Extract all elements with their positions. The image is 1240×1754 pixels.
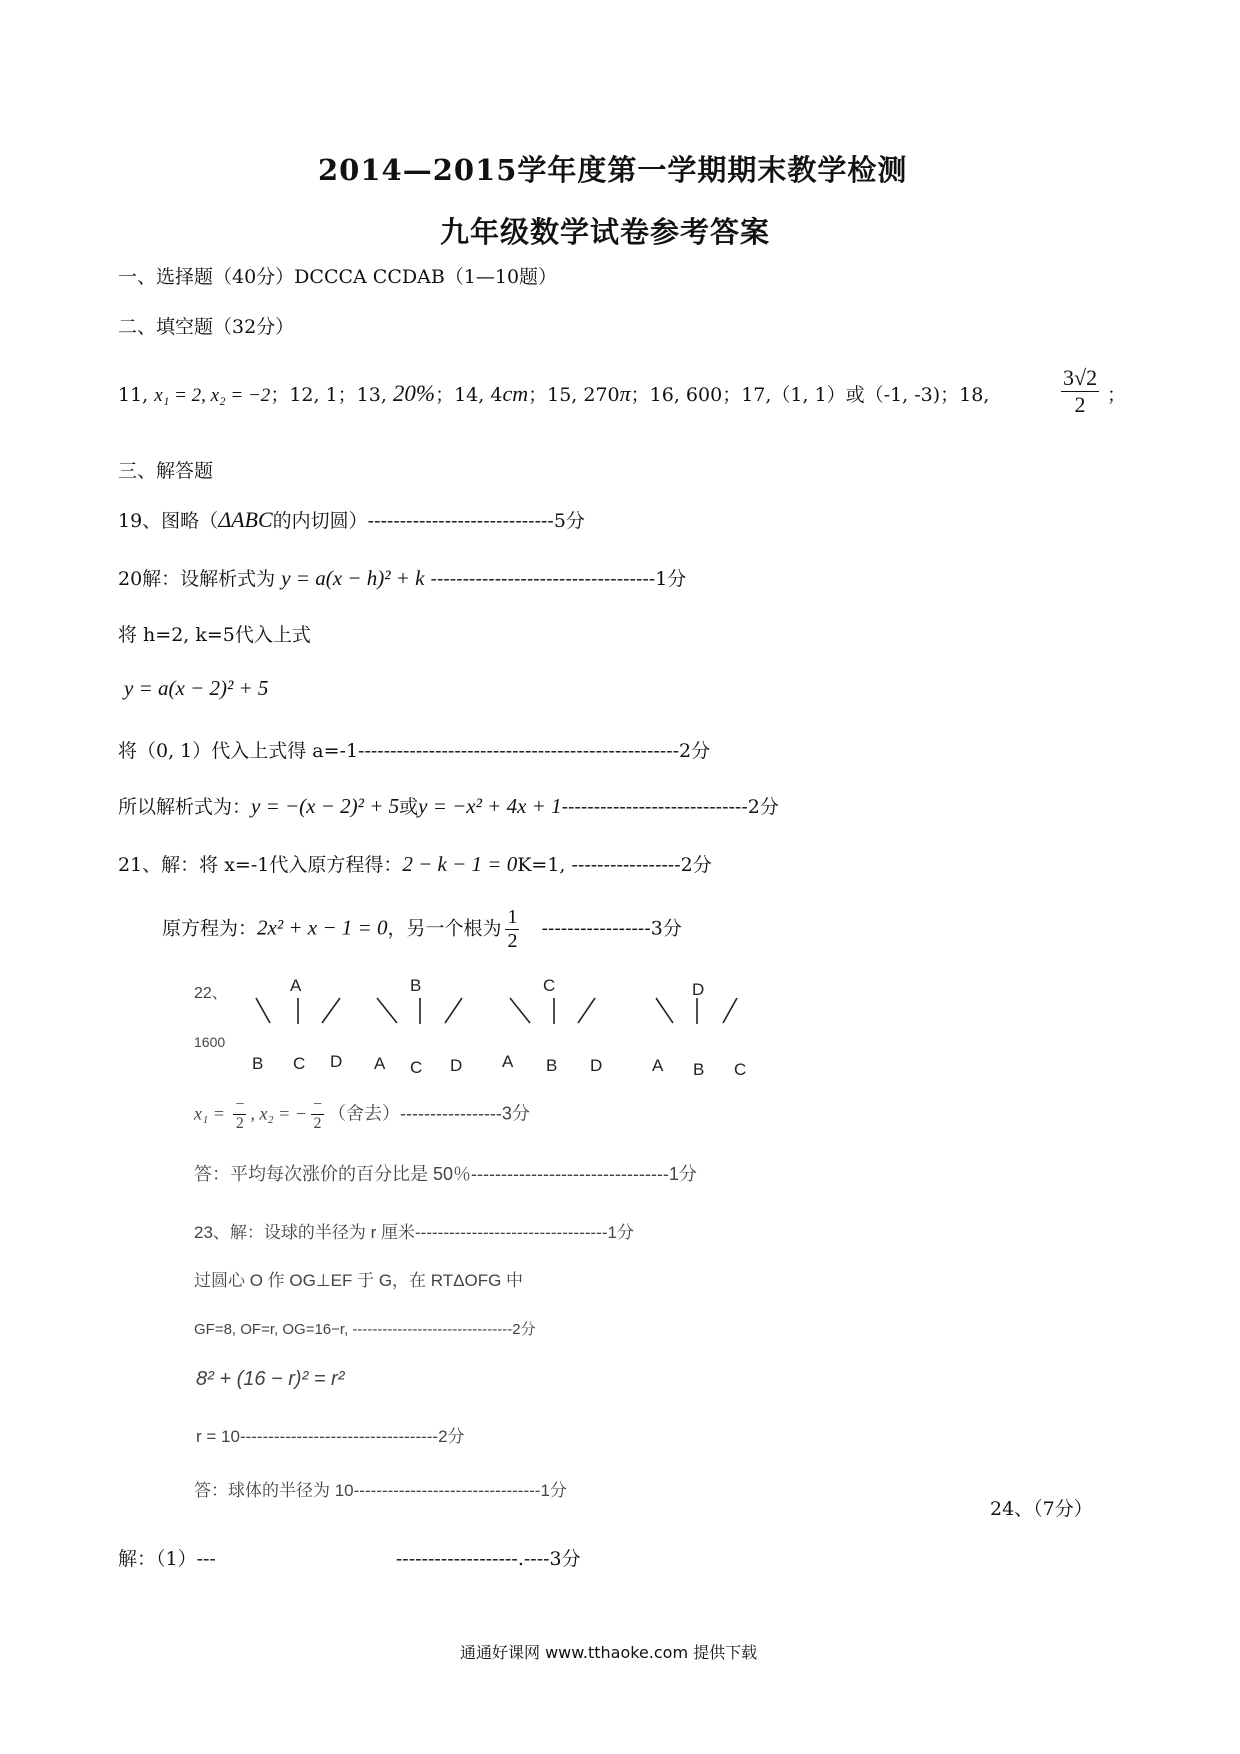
- q20-line2: 将 h=2, k=5代入上式: [118, 624, 311, 646]
- q11-a: 11,: [118, 384, 155, 406]
- q22-frac2: [311, 1096, 324, 1133]
- page-subtitle: 九年级数学试卷参考答案: [440, 215, 771, 249]
- q23-line6: 答：球体的半径为 10---------------------------------1分: [194, 1481, 567, 1500]
- q11-i: ；16, 600；17,（1, 1）或（-1, -3)；18,: [630, 384, 990, 406]
- q22-root-a: A: [290, 976, 302, 995]
- q21-frac-num: 1: [507, 906, 518, 928]
- q22-frac1: [233, 1096, 246, 1133]
- section-solve: 三、解答题: [118, 460, 214, 482]
- q22-roots-line: [194, 1096, 530, 1133]
- q22-c-child-3: D: [590, 1056, 603, 1075]
- q22-frac2-den: 2: [313, 1115, 322, 1132]
- q21-l2d: -----------------3分: [541, 917, 682, 940]
- q23-line3: GF=8, OF=r, OG=16−r, --------------------------------2分: [194, 1321, 536, 1338]
- q20-l1a: 20解：设解析式为: [118, 568, 282, 590]
- q22-root-d: D: [692, 980, 705, 999]
- q22-a-child-1: B: [252, 1054, 264, 1073]
- q22-x2: , x₂ = −: [250, 1103, 307, 1124]
- q24-line-a: 解：（1）---: [118, 1548, 216, 1570]
- q11-frac-num: 3√2: [1063, 365, 1098, 390]
- q11-cm: cm: [502, 381, 529, 406]
- q22-root-c: C: [543, 976, 556, 995]
- q21-frac: [505, 906, 519, 953]
- q11-fraction: [1061, 365, 1099, 418]
- q22-d-child-2: B: [693, 1060, 705, 1079]
- q20-l5d: y = −x² + 4x + 1: [418, 794, 562, 818]
- q21-l1b: 2 − k − 1 = 0: [402, 852, 518, 876]
- q21-line1: [118, 850, 712, 877]
- section-fill: 二、填空题（32分）: [118, 316, 295, 338]
- q23-line2: 过圆心 O 作 OG⊥EF 于 G，在 RTΔOFG 中: [194, 1271, 524, 1290]
- q22-d-child-3: C: [734, 1060, 747, 1079]
- q20-l1c: -----------------------------------1分: [424, 568, 687, 590]
- q22-c-child-2: B: [546, 1056, 558, 1075]
- q19-line: [118, 506, 585, 533]
- q20-l5e: -----------------------------2分: [561, 796, 779, 818]
- q22-answer: 答：平均每次涨价的百分比是 50％---------------------------------1分: [194, 1164, 697, 1184]
- q24-line-b: -------------------.----3分: [395, 1548, 581, 1570]
- q24-line: [118, 1544, 581, 1571]
- q22-b-child-3: D: [450, 1056, 463, 1075]
- q23-line1: 23、解：设球的半径为 r 厘米----------------------------------1分: [194, 1223, 634, 1242]
- q20-l5c: 或: [399, 796, 419, 818]
- q22-side-text: 1600: [194, 1034, 226, 1050]
- q19-c: 的内切圆）-----------------------------5分: [272, 510, 585, 532]
- q22-frac1-num: −: [235, 1096, 245, 1113]
- q23-line5: r = 10-----------------------------------2分: [196, 1427, 465, 1446]
- q22-x1: x₁ =: [194, 1103, 230, 1124]
- q19-a: 19、图略（: [118, 510, 219, 532]
- q22-a-child-2: C: [293, 1054, 306, 1073]
- q23-line4: 8² + (16 − r)² = r²: [196, 1368, 345, 1390]
- q19-triangle: ΔABC: [218, 507, 273, 532]
- q11-end: ；: [1107, 384, 1127, 406]
- q22-label: 22、: [194, 985, 228, 1002]
- q22-frac2-num: −: [312, 1096, 323, 1113]
- q11-roots: x₁ = 2, x₂ = −2: [154, 385, 271, 406]
- q22-d-child-1: A: [652, 1056, 664, 1075]
- page-footer: 通通好课网 www.tthaoke.com 提供下载: [460, 1643, 758, 1662]
- q11-frac-den: 2: [1074, 392, 1086, 417]
- q20-line5: [118, 792, 779, 819]
- q22-root-b: B: [410, 976, 422, 995]
- q11-g: ；15, 270: [528, 384, 620, 406]
- q21-l2b: 2x² + x − 1 = 0: [257, 915, 388, 940]
- page-title: 2014—2015学年度第一学期期末教学检测: [318, 153, 908, 187]
- q21-line2: [162, 906, 682, 953]
- q11-e: ；14, 4: [435, 384, 503, 406]
- q21-l2c: ，另一个根为: [387, 917, 502, 940]
- q11-c: ；12, 1；13,: [270, 384, 393, 406]
- q22-b-child-2: C: [410, 1058, 423, 1077]
- q22-a-child-3: D: [330, 1052, 343, 1071]
- q22-discard: （舍去）-----------------3分: [328, 1103, 530, 1124]
- q20-line3: y = a(x − 2)² + 5: [124, 676, 269, 700]
- q20-l5a: 所以解析式为：: [118, 796, 252, 818]
- q20-line1: [118, 564, 686, 591]
- q11-percent: 20%: [392, 381, 436, 406]
- q20-line4: 将（0, 1）代入上式得 a=-1--------------------------------------------------2分: [118, 740, 711, 762]
- q21-l1a: 21、解：将 x=-1代入原方程得：: [118, 854, 403, 876]
- q20-l5b: y = −(x − 2)² + 5: [251, 794, 400, 818]
- q11-line: [118, 380, 989, 407]
- q11-pi: π: [619, 381, 631, 406]
- q22-frac1-den: 2: [235, 1115, 244, 1132]
- q22-c-child-1: A: [502, 1052, 514, 1071]
- section-choice: 一、选择题（40分）DCCCA CCDAB（1—10题）: [118, 266, 558, 288]
- q21-frac-den: 2: [507, 930, 518, 952]
- q21-l1c: K=1, -----------------2分: [517, 854, 712, 876]
- q20-formula: y = a(x − h)² + k: [281, 566, 425, 590]
- q24-label: 24、（7分）: [990, 1498, 1093, 1520]
- q21-l2a: 原方程为：: [162, 917, 258, 940]
- q22-b-child-1: A: [374, 1054, 386, 1073]
